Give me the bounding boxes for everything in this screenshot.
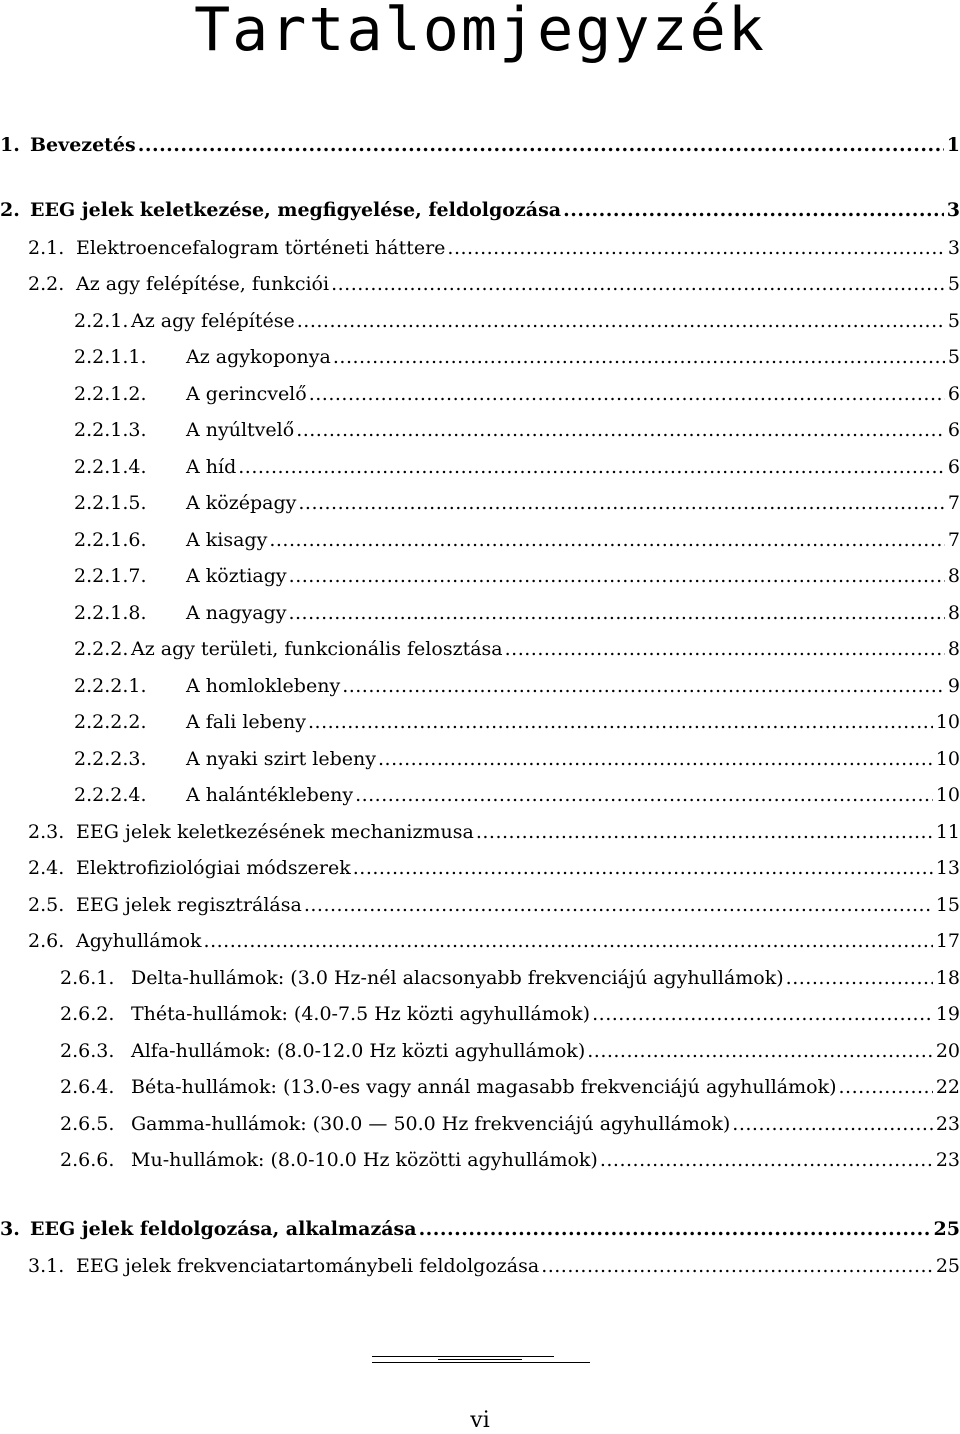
toc-entry-title: Az agykoponya [186, 346, 331, 368]
toc-entry-number: 2.6.5. [60, 1113, 115, 1135]
toc-entry-page: 5 [947, 346, 960, 368]
dot-leader [204, 929, 933, 953]
toc-entry-title: Gamma-hullámok: (30.0 — 50.0 Hz frekvenciájú agyhullámok) [131, 1113, 731, 1135]
toc-entry-page: 5 [947, 273, 960, 295]
toc-entry-title: EEG jelek frekvenciatartománybeli feldolgozása [76, 1255, 540, 1277]
toc-entry[interactable] [28, 929, 960, 953]
toc-entry[interactable] [74, 455, 960, 479]
separator-line [372, 1362, 590, 1363]
toc-entry-number: 2.2.1.7. [74, 565, 147, 587]
toc-entry[interactable] [28, 236, 960, 260]
toc-entry[interactable] [74, 637, 960, 661]
toc-entry-page: 18 [935, 967, 960, 989]
toc-entry-number: 2.6.6. [60, 1149, 115, 1171]
toc-entry-title: Az agy területi, funkcionális felosztása [131, 638, 503, 660]
toc-entry[interactable] [74, 564, 960, 588]
toc-entry-title: A nyaki szirt lebeny [186, 748, 376, 770]
toc-entry-title: A gerincvelő [186, 383, 307, 405]
toc-entry-title: Elektrofiziológiai módszerek [76, 857, 351, 879]
toc-entry-page: 5 [947, 310, 960, 332]
toc-entry-number: 1. [0, 134, 20, 156]
toc-entry-number: 2.2.1.3. [74, 419, 147, 441]
dot-leader [600, 1148, 933, 1172]
toc-entry-page: 17 [935, 930, 960, 952]
dot-leader [289, 564, 945, 588]
toc-entry-title: A nagyagy [186, 602, 287, 624]
toc-entry-number: 2.4. [28, 857, 65, 879]
dot-leader [505, 637, 945, 661]
toc-entry-page: 19 [935, 1003, 960, 1025]
toc-entry-page: 7 [947, 529, 960, 551]
toc-entry-title: Bevezetés [30, 134, 136, 156]
toc-entry-title: EEG jelek regisztrálása [76, 894, 302, 916]
dot-leader [355, 783, 933, 807]
toc-entry[interactable] [28, 1254, 960, 1278]
toc-entry-number: 2.2. [28, 273, 65, 295]
toc-entry-number: 2.6.4. [60, 1076, 115, 1098]
toc-entry-number: 2.2.1. [74, 310, 129, 332]
toc-entry-title: EEG jelek keletkezésének mechanizmusa [76, 821, 474, 843]
toc-entry-title: A halántéklebeny [186, 784, 354, 806]
toc-entry[interactable] [0, 133, 960, 157]
dot-leader [732, 1112, 933, 1136]
page-title: Tartalomjegyzék [194, 0, 766, 65]
toc-entry-number: 2. [0, 199, 20, 221]
dot-leader [419, 1217, 931, 1241]
toc-entry[interactable] [74, 783, 960, 807]
toc-entry[interactable] [74, 747, 960, 771]
toc-entry[interactable] [74, 491, 960, 515]
toc-entry[interactable] [0, 198, 960, 222]
dot-leader [587, 1039, 933, 1063]
toc-entry[interactable] [28, 272, 960, 296]
page-number: vi [470, 1408, 490, 1433]
toc-entry[interactable] [74, 674, 960, 698]
toc-entry-page: 6 [947, 419, 960, 441]
dot-leader [288, 601, 944, 625]
toc-entry-page: 25 [935, 1255, 960, 1277]
dot-leader [138, 133, 944, 157]
toc-entry-title: A nyúltvelő [186, 419, 295, 441]
toc-entry-number: 3.1. [28, 1255, 65, 1277]
toc-entry-page: 7 [947, 492, 960, 514]
toc-entry-title: A fali lebeny [186, 711, 307, 733]
toc-entry[interactable] [74, 418, 960, 442]
dot-leader [331, 272, 945, 296]
toc-entry[interactable] [60, 1112, 960, 1136]
dot-leader [298, 491, 945, 515]
toc-entry-page: 23 [935, 1149, 960, 1171]
toc-entry[interactable] [60, 1075, 960, 1099]
dot-leader [476, 820, 933, 844]
toc-entry-title: A homloklebeny [186, 675, 341, 697]
toc-entry-number: 2.6.3. [60, 1040, 115, 1062]
toc-entry[interactable] [60, 966, 960, 990]
dot-leader [541, 1254, 933, 1278]
toc-entry[interactable] [60, 1039, 960, 1063]
toc-entry-page: 23 [935, 1113, 960, 1135]
toc-entry-page: 1 [946, 134, 960, 156]
dot-leader [238, 455, 945, 479]
toc-entry-number: 2.2.1.2. [74, 383, 147, 405]
toc-entry-number: 2.6.2. [60, 1003, 115, 1025]
toc-entry-title: A köztiagy [186, 565, 287, 587]
dot-leader [839, 1075, 933, 1099]
toc-entry-title: Béta-hullámok: (13.0-es vagy annál magasabb frekvenciájú agyhullámok) [131, 1076, 837, 1098]
toc-entry[interactable] [74, 528, 960, 552]
toc-entry[interactable] [28, 820, 960, 844]
toc-entry-page: 22 [935, 1076, 960, 1098]
toc-entry[interactable] [60, 1002, 960, 1026]
toc-entry[interactable] [74, 309, 960, 333]
toc-entry-title: Théta-hullámok: (4.0-7.5 Hz közti agyhullámok) [131, 1003, 591, 1025]
toc-entry-number: 2.2.2.4. [74, 784, 147, 806]
toc-entry-title: A híd [186, 456, 237, 478]
toc-entry-number: 2.2.1.1. [74, 346, 147, 368]
toc-entry[interactable] [28, 893, 960, 917]
toc-entry[interactable] [74, 345, 960, 369]
toc-entry-number: 2.6.1. [60, 967, 115, 989]
toc-entry[interactable] [28, 856, 960, 880]
toc-entry-number: 2.2.2.1. [74, 675, 147, 697]
toc-entry[interactable] [60, 1148, 960, 1172]
toc-entry-number: 2.1. [28, 237, 65, 259]
toc-entry-title: Alfa-hullámok: (8.0-12.0 Hz közti agyhullámok) [131, 1040, 586, 1062]
toc-entry-title: A kisagy [186, 529, 268, 551]
toc-entry-number: 2.2.1.5. [74, 492, 147, 514]
toc-entry-page: 15 [935, 894, 960, 916]
toc-entry-title: Agyhullámok [76, 930, 202, 952]
toc-entry-title: Delta-hullámok: (3.0 Hz-nél alacsonyabb frekvenciájú agyhullámok) [131, 967, 784, 989]
toc-entry-page: 6 [947, 456, 960, 478]
toc-entry-title: Elektroencefalogram történeti háttere [76, 237, 446, 259]
dot-leader [309, 382, 945, 406]
toc-entry-page: 8 [947, 602, 960, 624]
toc-entry-title: Mu-hullámok: (8.0-10.0 Hz közötti agyhullámok) [131, 1149, 598, 1171]
dot-leader [353, 856, 933, 880]
toc-entry[interactable] [74, 382, 960, 406]
dot-leader [304, 893, 933, 917]
toc-entry-page: 3 [946, 199, 960, 221]
toc-entry-number: 2.5. [28, 894, 65, 916]
toc-entry-title: Az agy felépítése, funkciói [76, 273, 330, 295]
toc-entry-number: 2.2.1.4. [74, 456, 147, 478]
toc-entry-page: 8 [947, 565, 960, 587]
toc-entry-number: 2.2.1.8. [74, 602, 147, 624]
dot-leader [297, 309, 945, 333]
toc-entry-title: EEG jelek keletkezése, megfigyelése, feldolgozása [30, 199, 562, 221]
dot-leader [563, 198, 944, 222]
toc-entry-page: 11 [935, 821, 960, 843]
dot-leader [592, 1002, 933, 1026]
toc-entry-number: 2.3. [28, 821, 65, 843]
dot-leader [296, 418, 945, 442]
toc-entry[interactable] [74, 710, 960, 734]
toc-entry-number: 3. [0, 1218, 20, 1240]
toc-entry-page: 20 [935, 1040, 960, 1062]
toc-entry-page: 3 [947, 237, 960, 259]
toc-entry-page: 10 [935, 784, 960, 806]
toc-entry-number: 2.2.2.3. [74, 748, 147, 770]
toc-entry-page: 6 [947, 383, 960, 405]
dot-leader [333, 345, 945, 369]
dot-leader [342, 674, 945, 698]
dot-leader [308, 710, 933, 734]
toc-entry-page: 10 [935, 711, 960, 733]
toc-entry-number: 2.2.2.2. [74, 711, 147, 733]
toc-entry-number: 2.2.2. [74, 638, 129, 660]
toc-entry-title: Az agy felépítése [131, 310, 295, 332]
toc-entry-page: 8 [947, 638, 960, 660]
toc-entry-page: 13 [935, 857, 960, 879]
toc-entry-title: EEG jelek feldolgozása, alkalmazása [30, 1218, 417, 1240]
separator-line [372, 1356, 554, 1357]
toc-entry[interactable] [0, 1217, 960, 1241]
toc-entry[interactable] [74, 601, 960, 625]
toc-entry-page: 9 [947, 675, 960, 697]
dot-leader [378, 747, 933, 771]
toc-entry-number: 2.6. [28, 930, 65, 952]
dot-leader [786, 966, 933, 990]
toc-entry-number: 2.2.1.6. [74, 529, 147, 551]
toc-entry-title: A középagy [186, 492, 297, 514]
dot-leader [269, 528, 945, 552]
dot-leader [447, 236, 945, 260]
toc-entry-page: 10 [935, 748, 960, 770]
separator-line [438, 1359, 522, 1360]
toc-entry-page: 25 [933, 1218, 960, 1240]
